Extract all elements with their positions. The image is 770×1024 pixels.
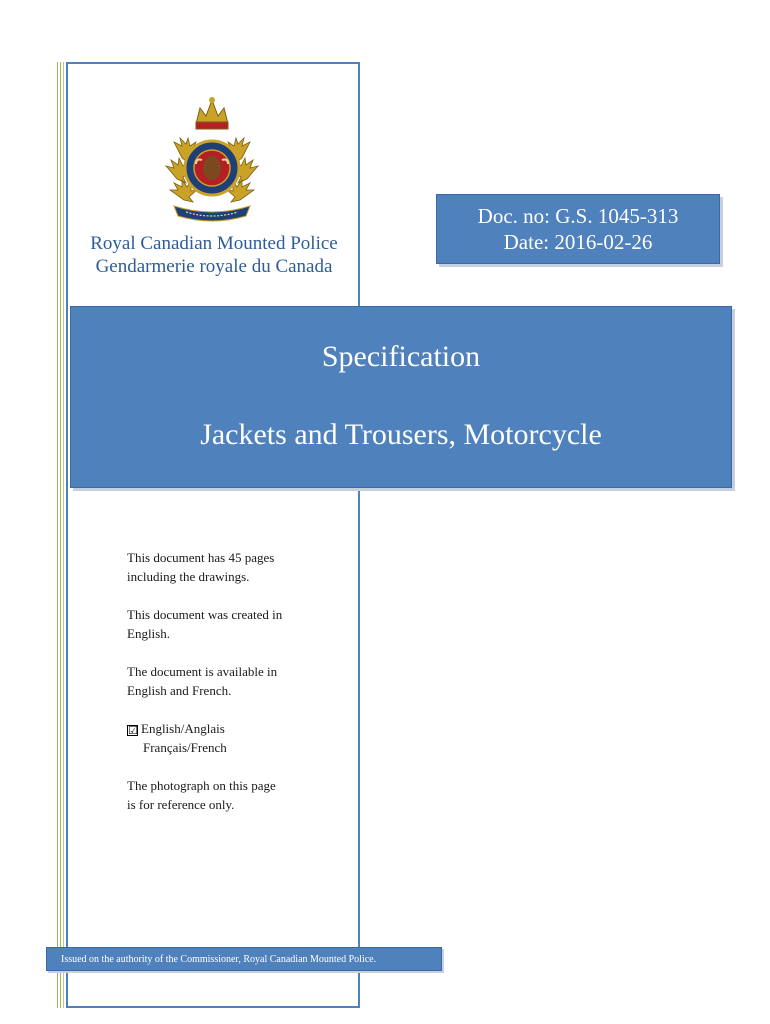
organization-name-fr: Gendarmerie royale du Canada	[95, 256, 333, 277]
language-label-english: English/Anglais	[141, 721, 225, 736]
authority-footer: Issued on the authority of the Commissioner, Royal Canadian Mounted Police.	[46, 947, 442, 971]
language-option-english	[127, 719, 327, 738]
page-count-note: This document has 45 pages including the drawings.	[127, 550, 275, 584]
document-subject: Jackets and Trousers, Motorcycle	[200, 418, 602, 451]
document-number: Doc. no: G.S. 1045-313	[477, 204, 679, 228]
document-heading: Specification	[321, 340, 481, 373]
left-rule-line	[63, 62, 64, 1008]
language-label-french: Français/French	[143, 740, 227, 755]
availability-note: The document is available in English and French.	[127, 664, 278, 698]
language-option-french	[127, 738, 327, 757]
creation-language-note: This document was created in English.	[127, 607, 283, 641]
checked-checkbox-icon: ☑	[128, 724, 138, 737]
left-rule-line	[57, 62, 58, 1008]
document-id-box	[436, 194, 720, 264]
organization-name-en: Royal Canadian Mounted Police	[90, 233, 338, 254]
document-info-block	[127, 548, 327, 833]
title-banner	[70, 306, 732, 488]
rcmp-crest-icon	[156, 94, 268, 224]
left-rule-line	[60, 62, 61, 1008]
document-date: Date: 2016-02-26	[503, 230, 653, 254]
organization-name	[68, 232, 360, 278]
photo-reference-note: The photograph on this page is for reference only.	[127, 778, 276, 812]
